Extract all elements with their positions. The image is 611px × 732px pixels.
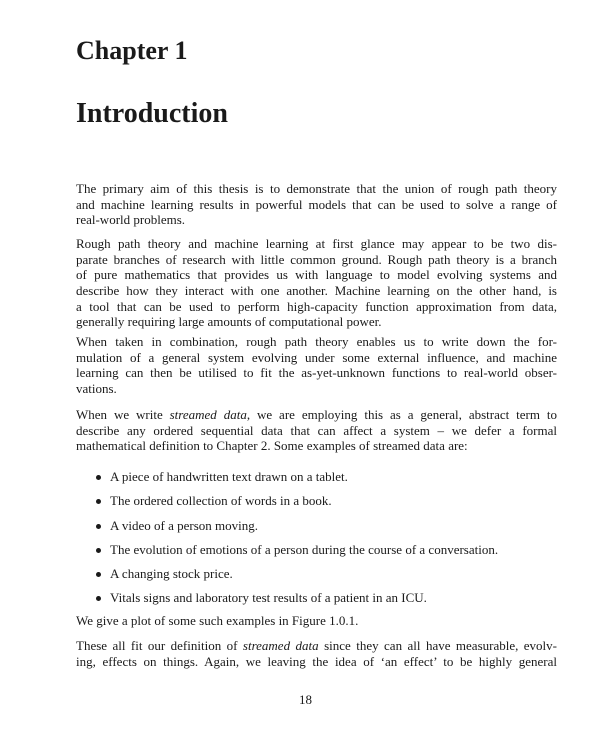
text-line — [76, 212, 557, 228]
list-item: The ordered collection of words in a book. — [96, 493, 498, 517]
text-span: a tool that can be used to perform high-capacity function approximation from data, — [76, 298, 557, 314]
text-span: The primary aim of this thesis is to demonstrate that the union of rough path theory — [76, 181, 557, 196]
text-line — [76, 381, 557, 397]
text-line — [76, 236, 557, 252]
chapter-title: Introduction — [76, 98, 228, 129]
text-span: generally requiring large amounts of computational power. — [76, 314, 382, 330]
text-span: vations. — [76, 381, 117, 397]
text-line — [76, 654, 557, 670]
text-line — [76, 181, 557, 197]
paragraph — [76, 638, 557, 669]
list-item: Vitals signs and laboratory test results of a patient in an ICU. — [96, 590, 498, 614]
text-span: Rough path theory and machine learning at first glance may appear to be two dis- — [76, 236, 557, 251]
text-line — [76, 283, 557, 299]
text-line — [76, 334, 557, 350]
text-line — [76, 299, 557, 315]
text-line — [76, 638, 557, 654]
text-span: ing, effects on things. Again, we leaving the idea of ‘an effect’ to be highly general — [76, 653, 557, 669]
text-line — [76, 423, 557, 439]
emphasized-term: streamed data — [169, 407, 247, 422]
text-span: , we are employing this as a general, abstract term to — [246, 407, 557, 422]
list-item: The evolution of emotions of a person during the course of a conversation. — [96, 542, 498, 566]
text-span: of pure mathematics that provides us with language to model evolving systems and — [76, 267, 557, 283]
text-line — [76, 438, 557, 454]
list-item: A changing stock price. — [96, 566, 498, 590]
text-line — [76, 365, 557, 381]
page-number: 18 — [299, 692, 312, 707]
paragraph — [76, 236, 557, 330]
paragraph — [76, 613, 557, 629]
text-line — [76, 267, 557, 283]
text-span: We give a plot of some such examples in Figure 1.0.1. — [76, 613, 359, 628]
chapter-label: Chapter 1 — [76, 36, 188, 65]
list-item: A piece of handwritten text drawn on a tablet. — [96, 469, 498, 493]
text-span: When we write — [76, 407, 170, 422]
list-item: A video of a person moving. — [96, 518, 498, 542]
paragraph — [76, 181, 557, 228]
text-span: describe how they interact with one another. Machine learning on the other hand, is — [76, 283, 557, 299]
text-span: When taken in combination, rough path theory enables us to write down the for- — [76, 334, 557, 349]
text-line — [76, 252, 557, 268]
text-line — [76, 613, 557, 629]
text-line — [76, 314, 557, 330]
text-line — [76, 197, 557, 213]
text-span: mulation of a general system evolving under some external influence, and machine — [76, 349, 557, 365]
text-span: learning can then be utilised to fit the as-yet-unknown functions to real-world obser- — [76, 365, 557, 381]
text-span: mathematical definition to Chapter 2. Some examples of streamed data are: — [76, 438, 468, 454]
example-list — [96, 469, 498, 615]
text-span: since they can all have measurable, evolv- — [318, 638, 557, 653]
text-line — [76, 350, 557, 366]
text-span: real-world problems. — [76, 212, 186, 228]
paragraph — [76, 407, 557, 454]
paragraph — [76, 334, 557, 397]
text-span: and machine learning results in powerful models that can be used to solve a range of — [76, 196, 557, 212]
text-span: parate branches of research with little common ground. Rough path theory is a branch — [76, 251, 557, 267]
emphasized-term: streamed data — [242, 638, 319, 653]
text-line — [76, 407, 557, 423]
text-span: describe any ordered sequential data that can affect a system – we defer a formal — [76, 422, 557, 438]
text-span: These all fit our definition of — [76, 638, 243, 653]
